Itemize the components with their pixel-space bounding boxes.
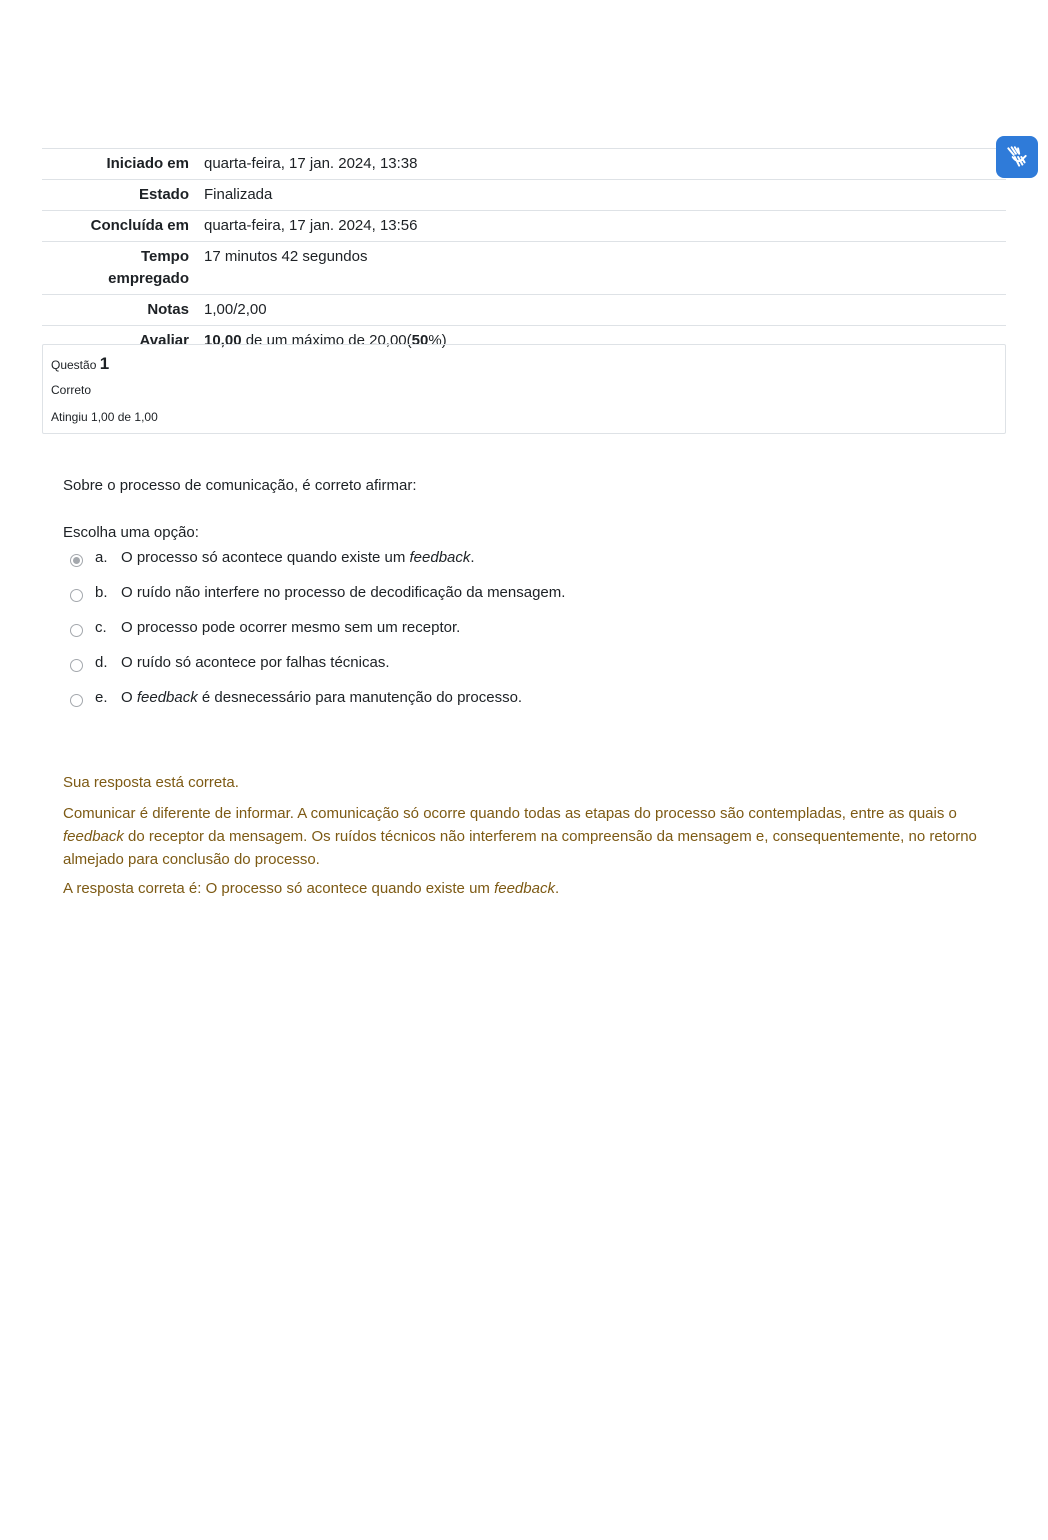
option-text: O processo pode ocorrer mesmo sem um receptor. <box>121 619 461 636</box>
option-letter: b. <box>95 584 108 601</box>
summary-label: Avaliar <box>139 332 189 349</box>
question-text: Sobre o processo de comunicação, é correto afirmar: <box>63 477 417 494</box>
option-text: O feedback é desnecessário para manutenção do processo. <box>121 689 523 706</box>
summary-row-completed <box>42 211 1006 242</box>
summary-label: Estado <box>138 186 189 203</box>
question-state: Correto <box>51 383 92 397</box>
radio-button[interactable] <box>70 589 83 602</box>
summary-value: Finalizada <box>204 186 273 203</box>
answer-option-e[interactable] <box>70 689 565 724</box>
summary-value: quarta-feira, 17 jan. 2024, 13:38 <box>204 155 418 172</box>
radio-button[interactable] <box>70 659 83 672</box>
summary-label: Concluída em <box>90 217 189 234</box>
summary-value: 1,00/2,00 <box>204 301 267 318</box>
radio-button[interactable] <box>70 554 83 567</box>
grade-percent: 50 <box>411 332 429 349</box>
grade-end-text: %) <box>428 332 447 349</box>
attempt-summary-table <box>42 148 1006 356</box>
specific-feedback: Sua resposta está correta. <box>63 774 239 791</box>
summary-label: Iniciado em <box>106 155 189 172</box>
grade-value: 10,00 <box>204 332 242 349</box>
option-text: O processo só acontece quando existe um feedback. <box>121 549 475 566</box>
grade-max-text: de um máximo de 20,00( <box>241 332 412 349</box>
radio-button[interactable] <box>70 694 83 707</box>
summary-row-started <box>42 149 1006 180</box>
summary-value: 17 minutos 42 segundos <box>204 248 368 265</box>
summary-label: Notas <box>147 301 189 318</box>
answer-option-d[interactable] <box>70 654 565 689</box>
question-prompt: Escolha uma opção: <box>63 524 199 541</box>
answer-option-a[interactable] <box>70 549 565 584</box>
option-text: O ruído não interfere no processo de decodificação da mensagem. <box>121 584 566 601</box>
option-text: O ruído só acontece por falhas técnicas. <box>121 654 390 671</box>
summary-row-time-taken <box>42 242 1006 295</box>
general-feedback: Comunicar é diferente de informar. A comunicação só ocorre quando todas as etapas do processo são contempladas, entre as quais o feedback do receptor da mensagem. Os ruídos técnicos não interferem na compreensão da mensagem e, consequentemente, no retorno almejado para conclusão do processo. <box>63 805 977 868</box>
option-letter: a. <box>95 549 108 566</box>
answer-option-b[interactable] <box>70 584 565 619</box>
feedback-block <box>63 771 993 879</box>
question-number: Questão 1 <box>51 354 110 373</box>
accessibility-button[interactable] <box>996 136 1038 178</box>
option-letter: d. <box>95 654 108 671</box>
question-info-box <box>42 344 1006 434</box>
answer-options <box>70 549 565 724</box>
summary-row-marks <box>42 295 1006 326</box>
question-number-value: 1 <box>99 354 110 373</box>
sign-language-icon <box>1004 144 1030 170</box>
question-grade: Atingiu 1,00 de 1,00 <box>51 410 158 424</box>
option-letter: c. <box>95 619 107 636</box>
answer-option-c[interactable] <box>70 619 565 654</box>
option-letter: e. <box>95 689 108 706</box>
radio-button[interactable] <box>70 624 83 637</box>
summary-row-state <box>42 180 1006 211</box>
summary-label: Tempo empregado <box>108 248 189 287</box>
summary-value: quarta-feira, 17 jan. 2024, 13:56 <box>204 217 418 234</box>
right-answer: A resposta correta é: O processo só acontece quando existe um feedback. <box>63 880 560 897</box>
